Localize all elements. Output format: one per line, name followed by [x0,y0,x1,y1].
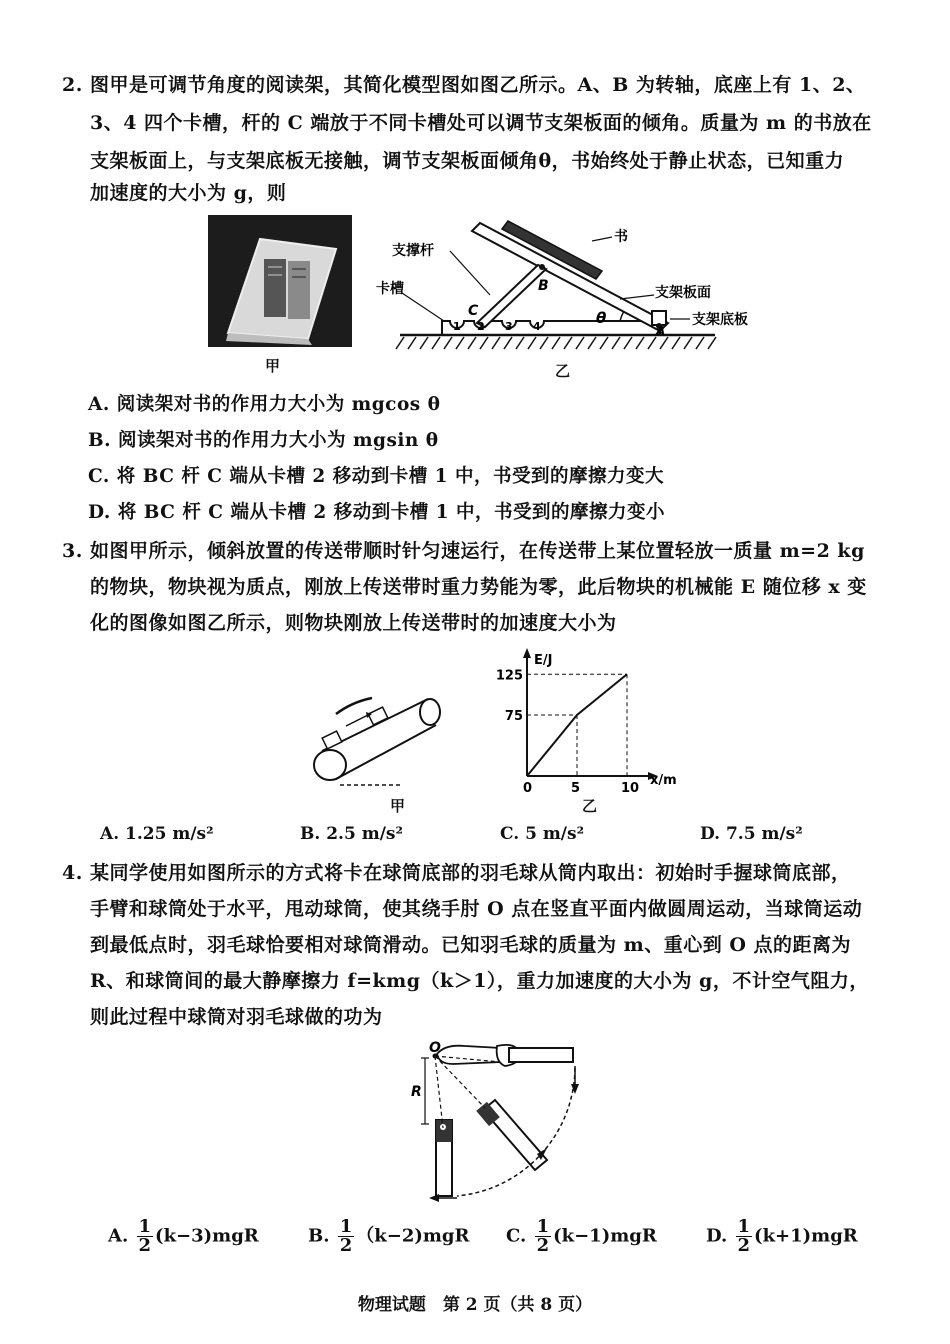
label-C: C [468,303,479,319]
q4-line-5: 则此过程中球筒对羽毛球做的功为 [90,1006,383,1028]
fraction-denominator: 2 [536,1235,550,1256]
reading-stand-photo [208,215,352,347]
x-tick-label: 10 [621,781,640,796]
y-tick-label: 125 [495,668,523,684]
q4-option-a-expr: (k−3)mgR [155,1225,259,1247]
q2-line-1: 2. 图甲是可调节角度的阅读架，其简化模型图如图乙所示。A、B 为转轴，底座上有 1、2、 [62,74,866,96]
q2-option-b: B. 阅读架对书的作用力大小为 mgsin θ [88,430,439,451]
y-tick-label: 75 [504,708,523,724]
q4-option-c-expr: (k−1)mgR [553,1225,657,1247]
x-tick-label: 5 [571,781,581,796]
q4-option-b-expr: （k−2)mgR [356,1225,470,1247]
q4-line-4: R、和球筒间的最大静摩擦力 f=kmg（k＞1），重力加速度的大小为 g，不计空气阻力， [90,970,869,992]
label-panel: 支架板面 [655,285,711,301]
q4-option-d [706,1218,858,1255]
label-A: A [656,324,666,338]
q4-line-2: 手臂和球筒处于水平，甩动球筒，使其绕手肘 O 点在竖直平面内做圆周运动，当球筒运动 [90,898,863,920]
label-slot-3: 3 [505,320,513,333]
reading-stand-diagram [376,215,770,355]
fraction [137,1218,154,1255]
q4-option-c [506,1218,657,1255]
fraction-numerator: 1 [536,1216,550,1237]
q3-line-2: 的物块，物块视为质点，刚放上传送带时重力势能为零，此后物块的机械能 E 随位移 x 变 [90,576,867,598]
fraction-denominator: 2 [339,1235,353,1256]
q4-option-a [108,1218,259,1255]
y-axis-arrow [523,648,531,658]
support-rod [477,265,546,327]
q3-line-1: 3. 如图甲所示，倾斜放置的传送带顺时针匀速运行，在传送带上某位置轻放一质量 m=2 kg [62,540,865,562]
q2-option-c: C. 将 BC 杆 C 端从卡槽 2 移动到卡槽 1 中，书受到的摩擦力变大 [88,466,664,487]
q4-line-1: 4. 某同学使用如图所示的方式将卡在球筒底部的羽毛球从筒内取出：初始时手握球筒底部， [62,862,851,884]
label-theta: θ [596,309,607,327]
chart-xlabel: x/m [650,773,677,788]
q2-line-4: 加速度的大小为 g，则 [90,182,287,204]
q3-option-c: C. 5 m/s² [500,824,585,844]
q2-line-2: 3、4 四个卡槽，杆的 C 端放于不同卡槽处可以调节支架板面的倾角。质量为 m 的书放在 [90,112,872,134]
fraction-numerator: 1 [737,1216,751,1237]
fraction-denominator: 2 [737,1235,751,1256]
fraction-numerator: 1 [339,1216,353,1237]
q3-option-b: B. 2.5 m/s² [300,824,403,844]
label-rod: 支撑杆 [392,243,434,259]
chart-ylabel: E/J [534,653,553,668]
q3-option-d: D. 7.5 m/s² [700,824,803,844]
base-plate [442,321,660,335]
conveyor-diagram [300,690,450,790]
support-panel [472,223,668,331]
q2-line-3: 支架板面上，与支架底板无接触，调节支架板面倾角θ，书始终处于静止状态，已知重力 [90,150,845,172]
label-O: O [429,1040,441,1056]
guide-lines [527,674,627,776]
q4-line-3: 到最低点时，羽毛球恰要相对球筒滑动。已知羽毛球的质量为 m、重心到 O 点的距离为 [90,934,852,956]
q4-option-d-letter: D. [706,1225,728,1247]
fraction [338,1218,355,1255]
q4-option-a-letter: A. [108,1225,129,1247]
q4-option-b-letter: B. [308,1225,330,1247]
label-book: 书 [614,229,628,245]
q4-option-b [308,1218,469,1255]
q3-caption-a: 甲 [390,797,406,815]
q2-option-d: D. 将 BC 杆 C 端从卡槽 2 移动到卡槽 1 中，书受到的摩擦力变小 [88,502,665,523]
fraction-numerator: 1 [138,1216,152,1237]
q4-option-d-expr: (k+1)mgR [754,1225,858,1247]
q3-option-a: A. 1.25 m/s² [100,824,214,844]
fraction [736,1218,753,1255]
q2-caption-b: 乙 [555,362,571,380]
shuttle-tube-diagram [405,1038,595,1204]
x-tick-label: 0 [523,781,533,796]
q2-caption-a: 甲 [265,357,281,375]
fraction-denominator: 2 [138,1235,152,1256]
energy-displacement-chart [486,646,686,796]
q4-option-c-letter: C. [506,1225,527,1247]
fraction [535,1218,552,1255]
q3-line-3: 化的图像如图乙所示，则物块刚放上传送带时的加速度大小为 [90,612,617,634]
q2-option-a: A. 阅读架对书的作用力大小为 mgcos θ [88,394,441,415]
label-slot: 卡槽 [376,281,404,297]
label-R: R [411,1084,422,1100]
page-footer: 物理试题 第 2 页（共 8 页） [357,1295,593,1315]
label-B: B [538,278,549,294]
q3-caption-b: 乙 [582,797,598,815]
label-slot-1: 1 [453,320,461,333]
label-slot-2: 2 [477,320,485,333]
label-base: 支架底板 [692,312,748,328]
ground-hatching [396,337,716,349]
label-slot-4: 4 [533,320,541,333]
